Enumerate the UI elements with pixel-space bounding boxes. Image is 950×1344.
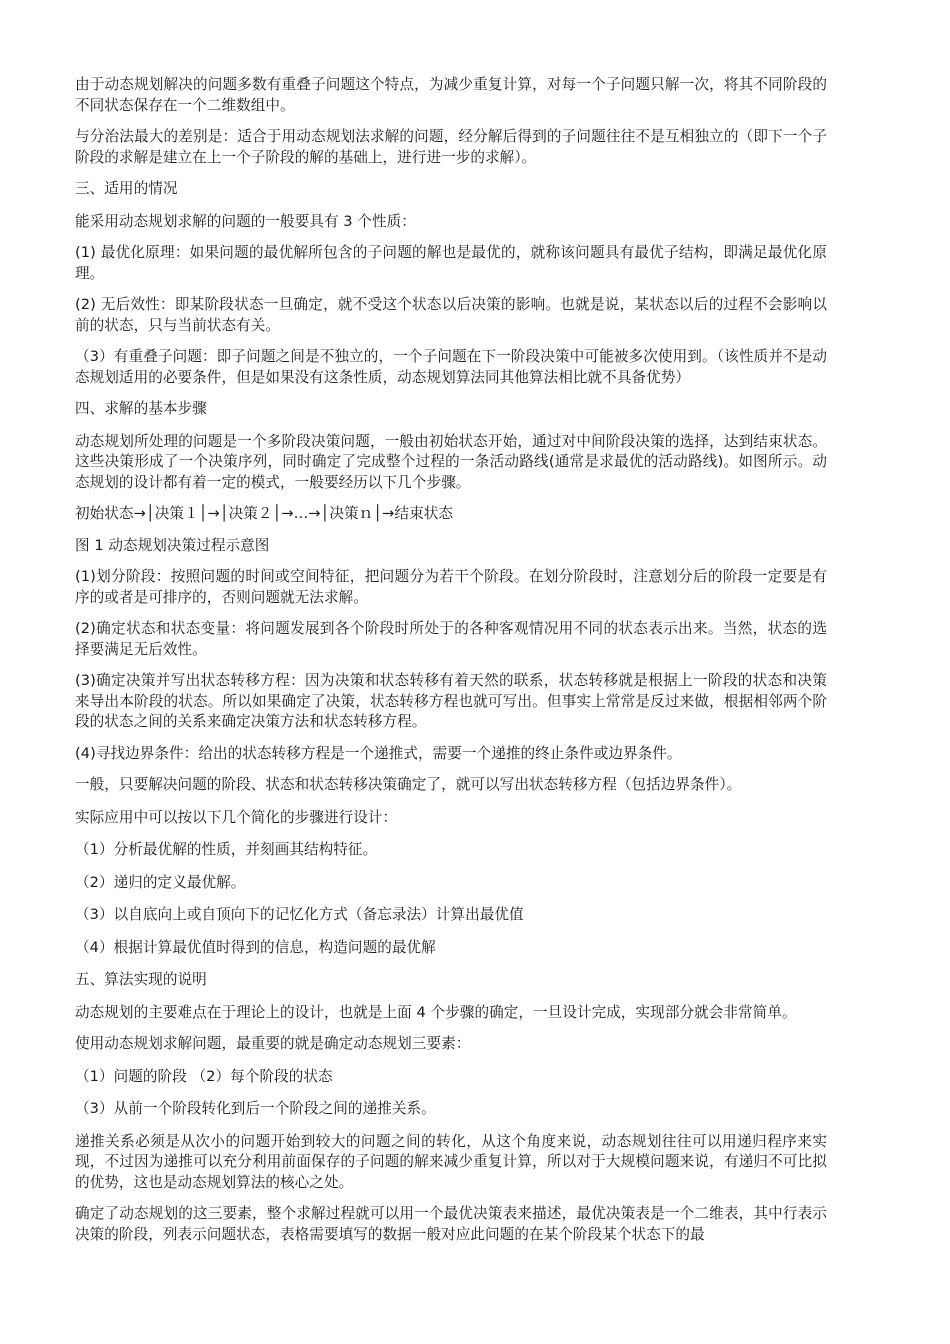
paragraph-decision-table: 确定了动态规划的这三要素，整个求解过程就可以用一个最优决策表来描述，最优决策表是一个二维表，其中行表示决策的阶段，列表示问题状态，表格需要填写的数据一般对应此问题的在某个阶段某个状态下的最 — [75, 1205, 827, 1243]
paragraph-multistage-decision: 动态规划所处理的问题是一个多阶段决策问题，一般由初始状态开始，通过对中间阶段决策的选择，达到结束状态。这些决策形成了一个决策序列，同时确定了完成整个过程的一条活动路线(通常是求最优的活动路线)。如图所示。动态规划的设计都有着一定的模式，一般要经历以下几个步骤。 — [75, 432, 827, 491]
paragraph-three-elements: 使用动态规划求解问题，最重要的就是确定动态规划三要素： — [75, 1035, 471, 1052]
paragraph-optimality-principle: (1) 最优化原理：如果问题的最优解所包含的子问题的解也是最优的，就称该问题具有最优子结构，即满足最优化原理。 — [75, 244, 827, 282]
paragraph-step-divide-stages: (1)划分阶段：按照问题的时间或空间特征，把问题分为若干个阶段。在划分阶段时，注意划分后的阶段一定要是有序的或者是可排序的，否则问题就无法求解。 — [75, 568, 827, 606]
document-body — [75, 75, 827, 1256]
paragraph-step-transition-equation: (3)确定决策并写出状态转移方程：因为决策和状态转移有着天然的联系，状态转移就是根据上一阶段的状态和决策来导出本阶段的状态。所以如果确定了决策，状态转移方程也就可写出。但事实上常常是反过来做，根据相邻两个阶段的状态之间的关系来确定决策方法和状态转移方程。 — [75, 672, 827, 730]
paragraph-recurrence-explanation: 递推关系必须是从次小的问题开始到较大的问题之间的转化，从这个角度来说，动态规划往往可以用递归程序来实现，不过因为递推可以充分利用前面保存的子问题的解来减少重复计算，所以对于大规模问题来说，有递归不可比拟的优势，这也是动态规划算法的核心之处。 — [75, 1132, 827, 1191]
list-item-stage-and-state: （1）问题的阶段 （2）每个阶段的状态 — [75, 1067, 333, 1085]
section-heading-applicable-cases: 三、适用的情况 — [75, 180, 178, 197]
list-item-recursive-definition: （2）递归的定义最优解。 — [75, 873, 246, 891]
list-item-construct-solution: （4）根据计算最优值时得到的信息，构造问题的最优解 — [75, 938, 436, 956]
paragraph-overlapping-property: （3）有重叠子问题：即子问题之间是不独立的，一个子问题在下一阶段决策中可能被多次使用到。（该性质并不是动态规划适用的必要条件，但是如果没有这条性质，动态规划算法同其他算法相比就不具备优势） — [75, 348, 827, 386]
paragraph-step-boundary-conditions: (4)寻找边界条件：给出的状态转移方程是一个递推式，需要一个递推的终止条件或边界条件。 — [75, 744, 682, 762]
paragraph-main-difficulty: 动态规划的主要难点在于理论上的设计，也就是上面 4 个步骤的确定，一旦设计完成，实现部分就会非常简单。 — [75, 1003, 797, 1021]
list-item-recurrence-relation: （3）从前一个阶段转化到后一个阶段之间的递推关系。 — [75, 1100, 436, 1117]
paragraph-step-determine-state: (2)确定状态和状态变量：将问题发展到各个阶段时所处于的各种客观情况用不同的状态表示出来。当然，状态的选择要满足无后效性。 — [75, 620, 827, 658]
list-item-analyze-optimal: （1）分析最优解的性质，并刻画其结构特征。 — [75, 841, 378, 858]
paragraph-general-summary: 一般，只要解决问题的阶段、状态和状态转移决策确定了，就可以写出状态转移方程（包括边界条件）。 — [75, 776, 742, 793]
list-item-compute-optimal-value: （3）以自底向上或自顶向下的记忆化方式（备忘录法）计算出最优值 — [75, 906, 524, 923]
figure-caption: 图 1 动态规划决策过程示意图 — [75, 536, 270, 554]
paragraph-three-properties: 能采用动态规划求解的问题的一般要具有 3 个性质： — [75, 212, 416, 230]
paragraph-no-aftereffect: (2) 无后效性：即某阶段状态一旦确定，就不受这个状态以后决策的影响。也就是说，某状态以后的过程不会影响以前的状态，只与当前状态有关。 — [75, 296, 827, 334]
section-heading-implementation: 五、算法实现的说明 — [75, 971, 207, 988]
paragraph-difference-divide-conquer: 与分治法最大的差别是：适合于用动态规划法求解的问题，经分解后得到的子问题往往不是互相独立的（即下一个子阶段的求解是建立在上一个子阶段的解的基础上，进行进一步的求解）。 — [75, 128, 827, 166]
decision-process-line: 初始状态→│决策１│→│决策２│→…→│决策ｎ│→结束状态 — [75, 505, 453, 522]
paragraph-simplified-steps-intro: 实际应用中可以按以下几个简化的步骤进行设计： — [75, 808, 398, 826]
section-heading-basic-steps: 四、求解的基本步骤 — [75, 400, 207, 417]
paragraph-overlapping-subproblems: 由于动态规划解决的问题多数有重叠子问题这个特点，为减少重复计算，对每一个子问题只解一次，将其不同阶段的不同状态保存在一个二维数组中。 — [75, 76, 827, 114]
